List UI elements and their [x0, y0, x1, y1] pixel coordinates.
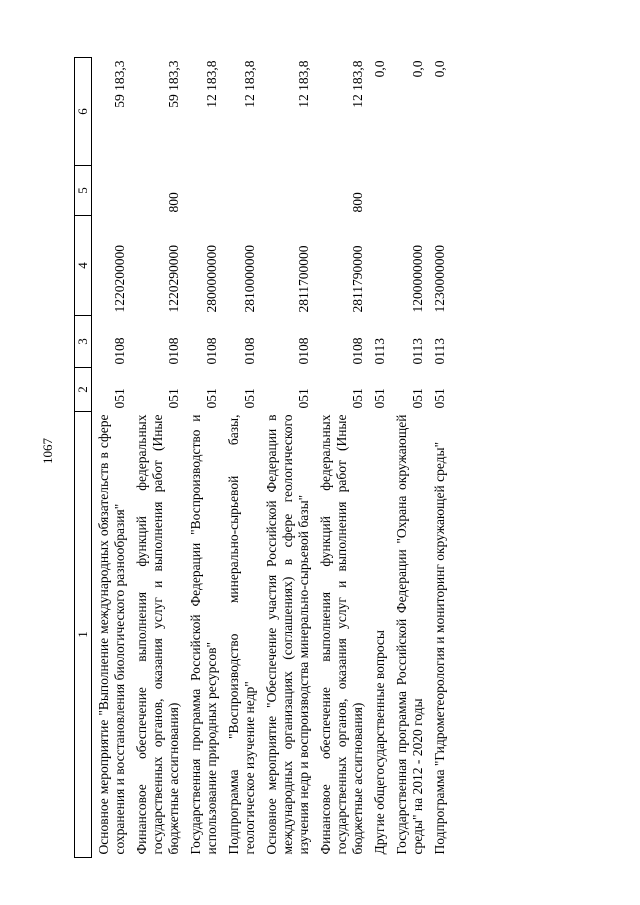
row-name: Основное мероприятие "Выполнение международных обязательств в сфере сохранения и восстановления биологического разнообразия" — [96, 414, 127, 855]
row-section-code: 0108 — [166, 337, 181, 365]
row-ministry-code: 051 — [112, 388, 127, 409]
header-col-1: 1 — [75, 412, 92, 858]
header-col-4: 4 — [75, 216, 92, 316]
header-row — [75, 58, 92, 858]
row-expense-type — [260, 166, 314, 216]
row-amount: 59 183,3 — [166, 60, 181, 108]
row-name: Основное мероприятие "Обеспечение участия Российской Федерации в международных организациях (соглашениях) в сфере геологического изучения недр и воспроизводства минерально-сырьевой базы" — [264, 414, 311, 855]
row-target-code: 2810000000 — [242, 245, 257, 313]
row-section-code: 0113 — [410, 338, 425, 365]
row-ministry-code: 051 — [166, 388, 181, 409]
row-target-code: 2811700000 — [296, 245, 311, 313]
header-col-3: 3 — [75, 316, 92, 368]
row-expense-type — [222, 166, 260, 216]
table-row — [390, 58, 428, 858]
row-section-code: 0108 — [242, 337, 257, 365]
row-amount: 12 183,8 — [350, 60, 365, 108]
row-ministry-code: 051 — [296, 388, 311, 409]
row-name: Государственная программа Российской Федерации "Охрана окружающей среды" на 2012 - 2020 годы — [394, 414, 425, 855]
page-number: 1067 — [40, 438, 55, 464]
row-amount: 12 183,8 — [242, 60, 257, 108]
row-ministry-code: 051 — [204, 388, 219, 409]
row-name: Подпрограмма "Гидрометеорология и мониторинг окружающей среды" — [432, 441, 447, 855]
row-ministry-code: 051 — [242, 388, 257, 409]
row-section-code: 0113 — [372, 338, 387, 365]
row-target-code: 1200000000 — [410, 245, 425, 313]
row-expense-type — [368, 166, 390, 216]
budget-table — [74, 57, 450, 858]
row-target-code: 1220290000 — [166, 245, 181, 313]
row-amount: 12 183,8 — [296, 60, 311, 108]
row-section-code: 0108 — [204, 337, 219, 365]
row-ministry-code: 051 — [350, 388, 365, 409]
row-target-code — [368, 216, 390, 316]
table-row — [428, 58, 450, 858]
row-section-code: 0108 — [296, 337, 311, 365]
row-expense-type — [390, 166, 428, 216]
table-row — [222, 58, 260, 858]
row-target-code: 2811790000 — [350, 245, 365, 313]
row-expense-type — [428, 166, 450, 216]
row-target-code: 1230000000 — [432, 245, 447, 313]
row-amount: 59 183,3 — [112, 60, 127, 108]
row-name: Другие общегосударственные вопросы — [372, 630, 387, 855]
row-expense-type: 800 — [350, 192, 365, 213]
row-section-code: 0108 — [112, 337, 127, 365]
row-amount: 0,0 — [372, 60, 387, 78]
row-expense-type: 800 — [166, 192, 181, 213]
row-expense-type — [92, 166, 131, 216]
header-col-5: 5 — [75, 166, 92, 216]
table-row — [314, 58, 368, 858]
row-section-code: 0113 — [432, 338, 447, 365]
row-ministry-code: 051 — [410, 388, 425, 409]
row-name: Финансовое обеспечение выполнения функций федеральных государственных органов, оказания услуг и выполнения работ (Иные бюджетные ассигнования) — [318, 414, 365, 855]
row-name: Государственная программа Российской Федерации "Воспроизводство и использование природных ресурсов" — [188, 414, 219, 855]
row-amount: 12 183,8 — [204, 60, 219, 108]
row-expense-type — [184, 166, 222, 216]
table-row — [92, 58, 131, 858]
table-row — [260, 58, 314, 858]
row-target-code: 2800000000 — [204, 245, 219, 313]
header-col-2: 2 — [75, 368, 92, 412]
table-row — [368, 58, 390, 858]
table-row — [130, 58, 184, 858]
table-row — [184, 58, 222, 858]
row-name: Финансовое обеспечение выполнения функций федеральных государственных органов, оказания услуг и выполнения работ (Иные бюджетные ассигнования) — [134, 414, 181, 855]
row-name: Подпрограмма "Воспроизводство минерально-сырьевой базы, геологическое изучение недр" — [226, 414, 257, 855]
row-amount: 0,0 — [410, 60, 425, 78]
row-amount: 0,0 — [432, 60, 447, 78]
row-ministry-code: 051 — [372, 388, 387, 409]
row-target-code: 1220200000 — [112, 245, 127, 313]
row-section-code: 0108 — [350, 337, 365, 365]
budget-table-container — [74, 58, 594, 858]
header-col-6: 6 — [75, 58, 92, 166]
row-ministry-code: 051 — [432, 388, 447, 409]
